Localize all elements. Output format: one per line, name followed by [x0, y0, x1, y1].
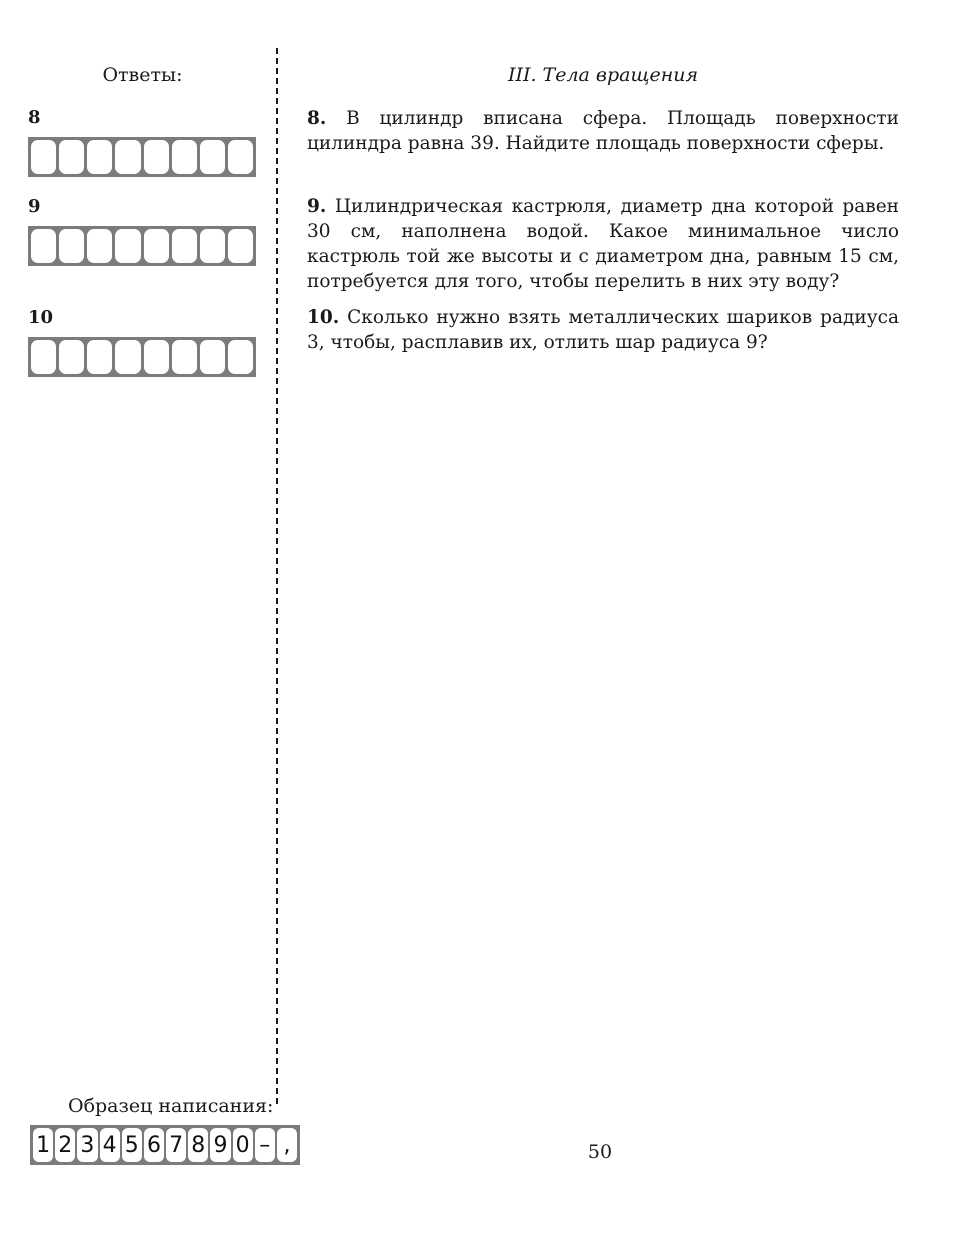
- answer-cell[interactable]: [144, 140, 169, 174]
- problem-number: 9.: [307, 196, 327, 217]
- problem-text: В цилиндр вписана сфера. Площадь поверхности цилиндра равна 39. Найдите площадь поверхности сферы.: [307, 108, 899, 154]
- sample-label: Образец написания:: [68, 1095, 274, 1117]
- answer-cell[interactable]: [87, 340, 112, 374]
- answer-cell[interactable]: [115, 140, 140, 174]
- answer-cell[interactable]: [228, 229, 253, 263]
- answer-cell[interactable]: [172, 229, 197, 263]
- sample-char: 1: [33, 1128, 53, 1162]
- sample-char: 6: [144, 1128, 164, 1162]
- answer-cell[interactable]: [31, 229, 56, 263]
- answer-grid-10[interactable]: [28, 337, 256, 377]
- sample-char: 0: [233, 1128, 253, 1162]
- answer-cell[interactable]: [115, 340, 140, 374]
- answer-cell[interactable]: [31, 340, 56, 374]
- problem-number: 8.: [307, 108, 327, 129]
- sample-char: 9: [210, 1128, 230, 1162]
- sample-char: 7: [166, 1128, 186, 1162]
- answer-cell[interactable]: [200, 340, 225, 374]
- section-title: III. Тела вращения: [507, 64, 699, 86]
- answer-cell[interactable]: [144, 229, 169, 263]
- answer-label-8: 8: [28, 107, 41, 128]
- answer-cell[interactable]: [200, 140, 225, 174]
- answer-cell[interactable]: [144, 340, 169, 374]
- sample-char: 5: [122, 1128, 142, 1162]
- page-number: 50: [587, 1141, 613, 1163]
- answer-cell[interactable]: [172, 140, 197, 174]
- answer-cell[interactable]: [172, 340, 197, 374]
- answer-cell[interactable]: [200, 229, 225, 263]
- problem-8: [307, 106, 899, 156]
- answer-cell[interactable]: [59, 140, 84, 174]
- problem-text: Сколько нужно взять металлических шариков радиуса 3, чтобы, расплавив их, отлить шар радиуса 9?: [307, 307, 899, 353]
- answer-cell[interactable]: [87, 140, 112, 174]
- problem-text: Цилиндрическая кастрюля, диаметр дна которой равен 30 см, наполнена водой. Какое минимальное число кастрюль той же высоты и с диаметром дна, равным 15 см, потребуется для того, чтобы перелить в них эту воду?: [307, 196, 900, 292]
- answer-cell[interactable]: [115, 229, 140, 263]
- problem-10: [307, 305, 899, 355]
- sample-char: 3: [77, 1128, 97, 1162]
- answer-cell[interactable]: [59, 229, 84, 263]
- problem-9: [307, 194, 899, 294]
- answer-cell[interactable]: [87, 229, 112, 263]
- problem-number: 10.: [307, 307, 340, 328]
- answers-title: Ответы:: [102, 64, 183, 86]
- sample-char: ,: [277, 1128, 297, 1162]
- sample-char: –: [255, 1128, 275, 1162]
- sample-char: 4: [100, 1128, 120, 1162]
- answer-cell[interactable]: [228, 140, 253, 174]
- answer-grid-8[interactable]: [28, 137, 256, 177]
- answer-cell[interactable]: [59, 340, 84, 374]
- sample-char: 2: [55, 1128, 75, 1162]
- cut-line-divider: [276, 48, 278, 1104]
- answer-label-9: 9: [28, 196, 41, 217]
- answer-label-10: 10: [28, 307, 54, 328]
- sample-char: 8: [188, 1128, 208, 1162]
- answer-cell[interactable]: [31, 140, 56, 174]
- answer-cell[interactable]: [228, 340, 253, 374]
- answer-grid-9[interactable]: [28, 226, 256, 266]
- writing-sample-strip: [30, 1125, 300, 1165]
